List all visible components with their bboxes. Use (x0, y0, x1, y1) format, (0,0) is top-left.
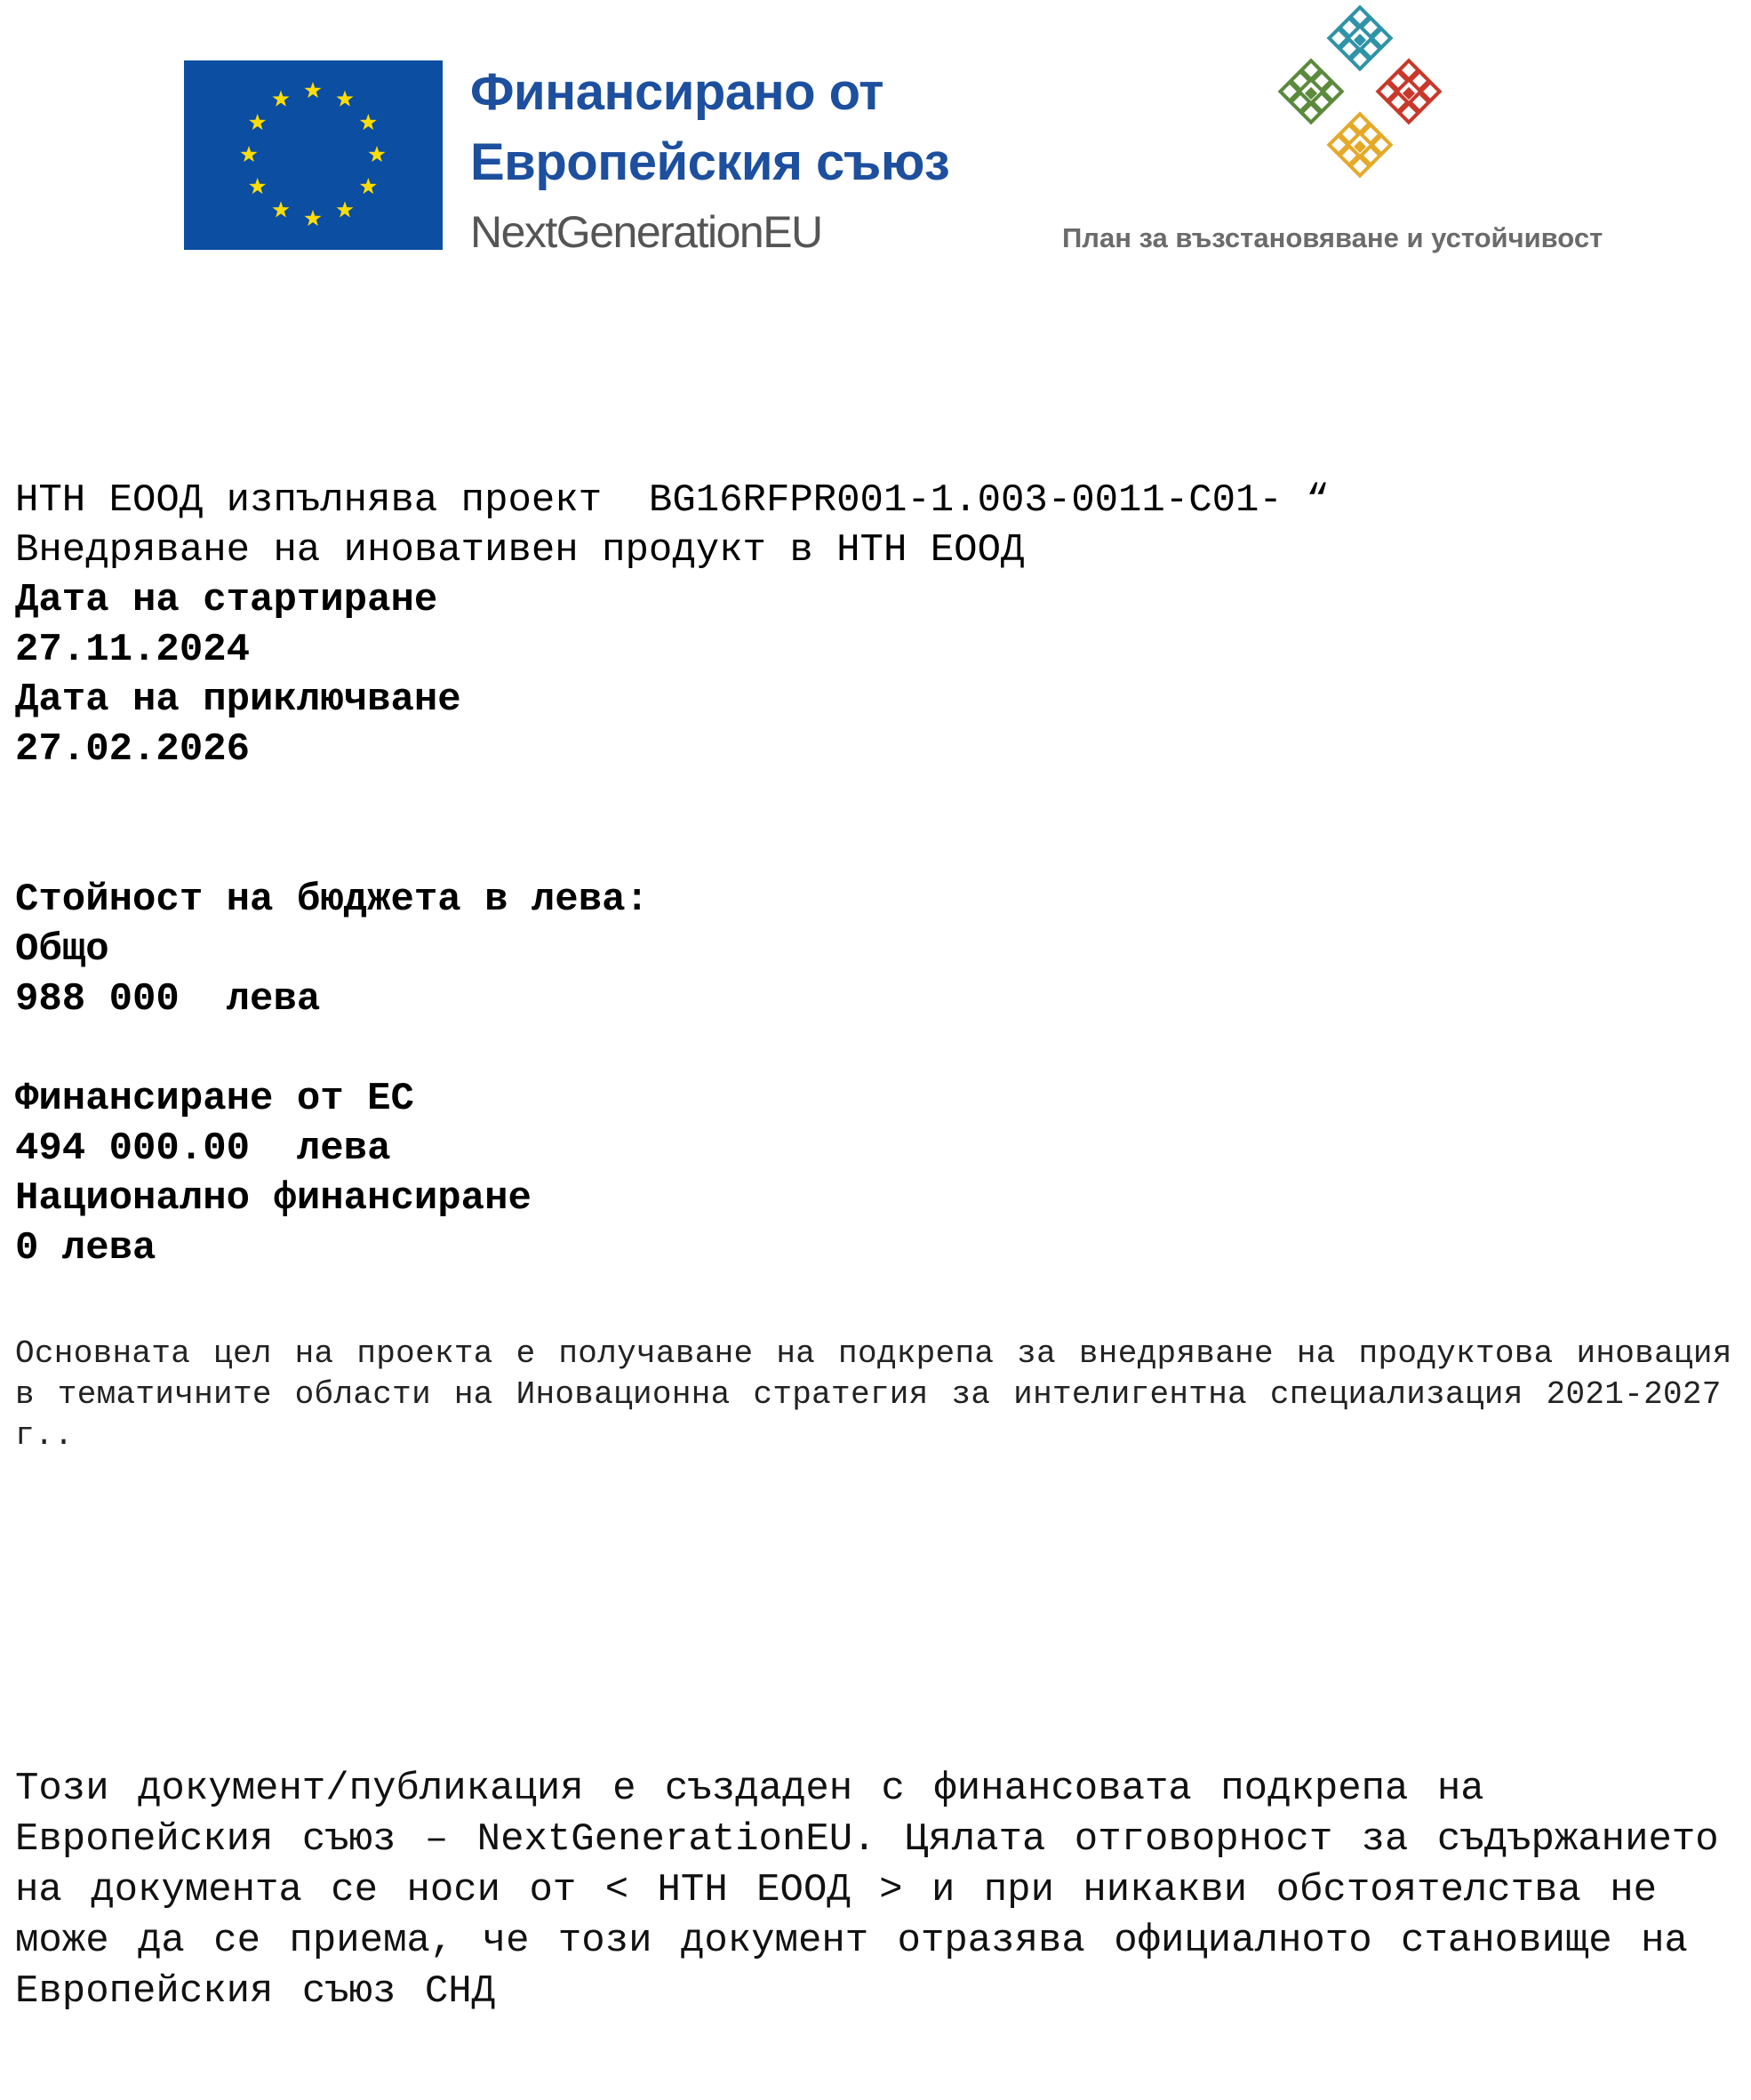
eu-disclaimer: Този документ/публикация е създаден с финансовата подкрепа на Европейския съюз – NextGenerationEU. Цялата отговорност за съдържанието на документа се носи от < НТН ЕООД > и при никакви обстоятелства не може да се приема, че този документ отразява официалното становище на Европейския съюз СНД (15, 1767, 1719, 2014)
ornament-cluster (1280, 60, 1341, 122)
recovery-plan-caption: План за възстановяване и устойчивост (1062, 222, 1603, 253)
ornament-gap (1353, 86, 1368, 101)
spacer (15, 1024, 1739, 1074)
budget-heading: Стойност на бюджета в лева: (15, 878, 649, 922)
next-generation-eu-label: NextGenerationEU (470, 207, 822, 257)
recovery-plan-ornament-icon (1244, 0, 1475, 227)
project-summary: Основната цел на проекта е получаване на подкрепа за внедряване на продуктова иновация в тематичните области на Иновационна стратегия за интелигентна специализация 2021-2027 г.. (15, 1335, 1732, 1454)
eu-flag-icon (184, 60, 443, 250)
spacer (15, 774, 1739, 875)
project-intro-line-2: Внедряване на иновативен продукт в НТН ЕООД (15, 528, 1025, 573)
eu-funding-line-2: Европейския съюз (470, 133, 950, 191)
eu-funding-text (470, 57, 949, 263)
project-intro-line-1: НТН ЕООД изпълнява проект BG16RFPR001-1.003-0011-C01- “ (15, 478, 1330, 523)
ornament-cluster (1329, 114, 1390, 175)
start-date-label: Дата на стартиране (15, 578, 438, 622)
project-details (15, 476, 1739, 1273)
start-date-value: 27.11.2024 (15, 628, 251, 672)
recovery-plan-logo (1062, 0, 1649, 267)
national-financing-value: 0 лева (15, 1226, 156, 1270)
budget-total-label: Общо (15, 927, 109, 972)
eu-funding-logo (184, 60, 1073, 256)
ornament-cluster (1378, 60, 1439, 122)
ornament-cluster (1329, 7, 1390, 68)
end-date-label: Дата на приключване (15, 677, 461, 722)
budget-total-value: 988 000 лева (15, 977, 321, 1022)
eu-financing-label: Финансиране от ЕС (15, 1077, 414, 1121)
national-financing-label: Национално финансиране (15, 1176, 532, 1221)
end-date-value: 27.02.2026 (15, 727, 251, 772)
eu-financing-value: 494 000.00 лева (15, 1126, 391, 1171)
eu-funding-line-1: Финансирано от (470, 63, 884, 121)
